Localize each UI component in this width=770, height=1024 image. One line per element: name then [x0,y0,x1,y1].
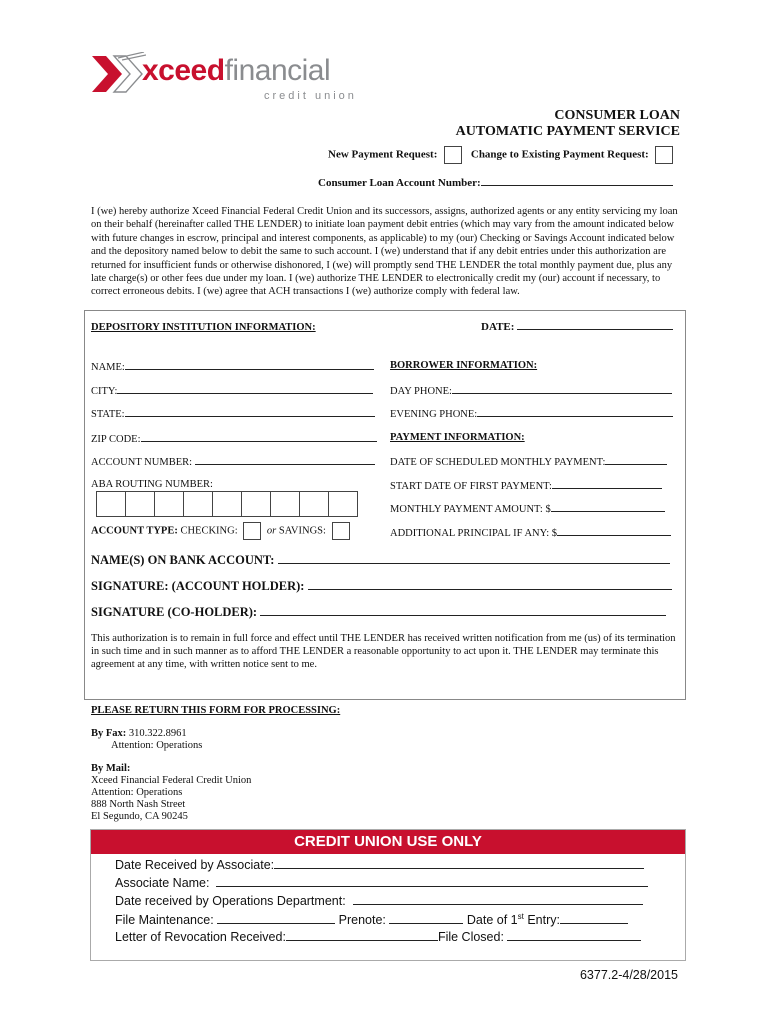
mail-line: Attention: Operations [91,787,183,798]
first-entry-field[interactable] [560,914,628,924]
title-line-1: CONSUMER LOAN [554,108,680,123]
aba-digit-box[interactable] [212,491,242,517]
file-closed-label: File Closed: [437,930,504,944]
zip-row [91,432,377,445]
x-mark-icon [92,52,146,96]
additional-principal-row [390,526,671,539]
date-received-field[interactable] [274,859,644,869]
holder-signature-label: SIGNATURE: (ACCOUNT HOLDER): [91,579,305,593]
aba-label: ABA ROUTING NUMBER: [91,479,213,490]
evening-phone-label: EVENING PHONE: [390,409,478,420]
account-type-label: ACCOUNT TYPE: [91,525,178,537]
mail-address [91,775,251,823]
coholder-signature-row [91,605,666,620]
city-field[interactable] [117,384,373,394]
evening-phone-row [390,407,673,420]
holder-signature-field[interactable] [308,580,672,590]
change-payment-checkbox[interactable] [655,146,673,164]
file-maintenance-field[interactable] [217,914,335,924]
first-entry-label: Date of 1st Entry: [466,912,560,928]
aba-digit-box[interactable] [125,491,155,517]
monthly-amount-field[interactable] [551,502,665,512]
aba-digit-box[interactable] [183,491,213,517]
file-maintenance-row [115,912,628,927]
account-number-dep-row [91,455,375,468]
name-row [91,360,374,373]
revocation-row [115,930,641,944]
request-type-row [328,146,673,164]
associate-name-row [115,876,648,890]
change-payment-label: Change to Existing Payment Request: [470,148,649,161]
city-label: CITY: [91,386,118,397]
prenote-field[interactable] [389,914,463,924]
mail-line: 888 North Nash Street [91,799,186,810]
fax-attention: Attention: Operations [111,740,203,751]
ops-date-field[interactable] [353,895,643,905]
payment-heading: PAYMENT INFORMATION: [390,432,525,443]
state-row [91,407,375,420]
aba-digit-box[interactable] [328,491,358,517]
start-date-row [390,479,662,492]
scheduled-date-field[interactable] [605,455,667,465]
dep-account-label: ACCOUNT NUMBER: [91,457,193,468]
or-label: or [266,525,277,537]
xceed-logo [92,46,372,106]
additional-principal-label: ADDITIONAL PRINCIPAL IF ANY: $ [390,528,558,539]
mail-line: Xceed Financial Federal Credit Union [91,775,252,786]
new-payment-checkbox[interactable] [444,146,462,164]
mail-line: El Segundo, CA 90245 [91,811,188,822]
coholder-signature-label: SIGNATURE (CO-HOLDER): [91,605,258,619]
date-row [481,320,673,333]
ops-date-row [115,894,643,908]
ops-date-label: Date received by Operations Department: [115,894,346,908]
checking-checkbox[interactable] [243,522,261,540]
day-phone-row [390,384,672,397]
date-field[interactable] [517,320,673,330]
dep-account-field[interactable] [195,455,375,465]
borrower-heading: BORROWER INFORMATION: [390,360,538,371]
return-heading: PLEASE RETURN THIS FORM FOR PROCESSING: [91,705,341,716]
date-received-row [115,858,644,872]
title-line-2: AUTOMATIC PAYMENT SERVICE [455,124,680,139]
new-payment-label: New Payment Request: [328,148,438,161]
date-received-label: Date Received by Associate: [115,858,275,872]
city-row [91,384,373,397]
state-label: STATE: [91,409,125,420]
date-label: DATE: [481,321,515,333]
authorization-paragraph: I (we) hereby authorize Xceed Financial Federal Credit Union and its successors, assigns, authorized agents or any entity servicing my loan on their behalf (hereinafter called THE LENDER) to initiate loan payment debit entries (which may vary from the amount indicated below with future changes in escrow, principal and interest components, as applicable) to my (our) Checking or Savings Account indicated below and the depository named below to debit the same to such account. I (we) understand that if any debit entries under this authorization are returned for insufficient funds or otherwise dishonored, I (we) will promptly send THE LENDER the total monthly payment due, plus any late charge(s) or other fees due under my loan. I (we) authorize THE LENDER to electronically credit my (our) account if necessary, to correct erroneous debits. I (we) agree that ACH transactions I (we) authorize comply with federal law. [91,206,678,298]
account-number-row [318,176,673,189]
logo-wordmark: xceedfinancial [142,54,331,87]
associate-name-label: Associate Name: [115,876,210,890]
credit-union-heading: CREDIT UNION USE ONLY [91,830,685,854]
prenote-label: Prenote: [338,913,386,928]
depository-heading: DEPOSITORY INSTITUTION INFORMATION: [91,322,316,333]
logo-tagline: credit union [264,90,357,102]
account-type-row [91,522,350,540]
savings-checkbox[interactable] [332,522,350,540]
scheduled-date-label: DATE OF SCHEDULED MONTHLY PAYMENT: [390,457,606,468]
savings-label: SAVINGS: [278,525,326,537]
zip-field[interactable] [141,432,377,442]
fax-number: 310.322.8961 [128,728,187,739]
form-code: 6377.2-4/28/2015 [579,968,678,982]
name-label: NAME: [91,362,125,373]
file-closed-field[interactable] [507,931,641,941]
fax-label: By Fax: [91,728,127,739]
zip-label: ZIP CODE: [91,434,141,445]
state-field[interactable] [125,407,375,417]
holder-signature-row [91,579,672,594]
monthly-amount-label: MONTHLY PAYMENT AMOUNT: $ [390,504,551,515]
bank-names-field[interactable] [278,554,670,564]
start-date-field[interactable] [552,479,662,489]
revocation-label: Letter of Revocation Received: [115,930,286,944]
mail-label: By Mail: [91,763,131,774]
day-phone-label: DAY PHONE: [390,386,452,397]
name-field[interactable] [125,360,374,370]
bank-names-row [91,553,670,568]
aba-digit-box[interactable] [154,491,184,517]
aba-routing-boxes [96,491,357,517]
credit-union-use-only-box [90,829,686,961]
aba-digit-box[interactable] [241,491,271,517]
day-phone-field[interactable] [452,384,672,394]
coholder-signature-field[interactable] [260,606,666,616]
fax-row [91,728,187,739]
monthly-amount-row [390,502,665,515]
evening-phone-field[interactable] [477,407,673,417]
termination-paragraph: This authorization is to remain in full force and effect until THE LENDER has received written notification from me (us) of its termination in such time and in such manner as to afford THE LENDER a reasonable opportunity to act upon it. THE LENDER may terminate this agreement at any time, with written notice sent to me. [91,633,676,670]
revocation-field[interactable] [286,931,438,941]
checking-label: CHECKING: [180,525,238,537]
start-date-label: START DATE OF FIRST PAYMENT: [390,481,552,492]
file-maintenance-label: File Maintenance: [115,913,214,928]
aba-digit-box[interactable] [299,491,329,517]
aba-digit-box[interactable] [270,491,300,517]
scheduled-date-row [390,455,667,468]
associate-name-field[interactable] [216,877,648,887]
aba-digit-box[interactable] [96,491,126,517]
form-title [456,108,680,140]
account-number-label: Consumer Loan Account Number: [318,177,481,189]
additional-principal-field[interactable] [557,526,671,536]
account-number-field[interactable] [481,176,673,186]
bank-names-label: NAME(S) ON BANK ACCOUNT: [91,553,275,567]
